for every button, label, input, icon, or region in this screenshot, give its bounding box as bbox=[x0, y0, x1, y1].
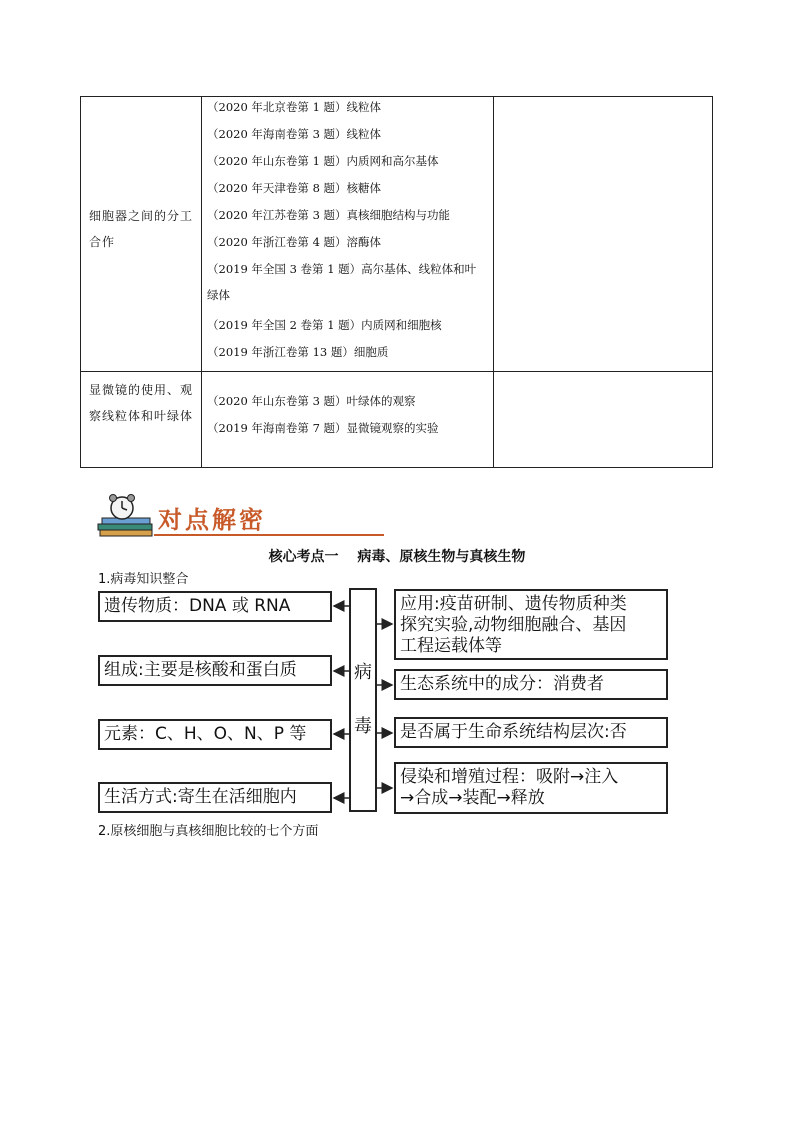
left-node-composition bbox=[98, 655, 332, 686]
table-item: （2020 年海南卷第 3 题）线粒体 bbox=[207, 127, 382, 141]
node-text: 遗传物质：DNA 或 RNA bbox=[104, 596, 291, 616]
table-row-topic: 细胞器之间的分工合作 bbox=[89, 209, 194, 249]
table-item: （2019 年海南卷第 7 题）显微镜观察的实验 bbox=[207, 421, 439, 435]
left-node-lifestyle bbox=[98, 782, 332, 813]
node-text: 是否属于生命系统结构层次:否 bbox=[400, 722, 627, 742]
node-text: 生态系统中的成分：消费者 bbox=[400, 674, 604, 694]
left-node-genetic-material bbox=[98, 591, 332, 622]
right-node-ecosystem-role bbox=[394, 669, 668, 700]
center-label-char: 病 bbox=[354, 662, 372, 683]
table-item: （2020 年江苏卷第 3 题）真核细胞结构与功能 bbox=[207, 208, 451, 222]
node-text: 元素：C、H、O、N、P 等 bbox=[104, 724, 307, 744]
table-item: （2019 年浙江卷第 13 题）细胞质 bbox=[207, 345, 389, 359]
center-label-char: 毒 bbox=[354, 716, 372, 737]
node-text: 探究实验,动物细胞融合、基因 bbox=[400, 615, 627, 635]
right-node-applications bbox=[394, 589, 668, 660]
virus-center-box bbox=[349, 588, 377, 812]
node-text: 应用:疫苗研制、遗传物质种类 bbox=[400, 594, 627, 614]
table-item: （2019 年全国 3 卷第 1 题）高尔基体、线粒体和叶绿体 bbox=[207, 262, 477, 302]
banner-title: 对点解密 bbox=[158, 506, 266, 534]
section-label: 1.病毒知识整合 bbox=[98, 572, 189, 587]
node-text: →合成→装配→释放 bbox=[400, 788, 545, 808]
table-item: （2019 年全国 2 卷第 1 题）内质网和细胞核 bbox=[207, 318, 442, 332]
table-item: （2020 年山东卷第 3 题）叶绿体的观察 bbox=[207, 394, 416, 408]
table-item: （2020 年浙江卷第 4 题）溶酶体 bbox=[207, 235, 382, 249]
table-item: （2020 年山东卷第 1 题）内质网和高尔基体 bbox=[207, 154, 439, 168]
right-node-life-system-level bbox=[394, 717, 668, 748]
node-text: 工程运载体等 bbox=[400, 636, 502, 656]
table-item: （2020 年天津卷第 8 题）核糖体 bbox=[207, 181, 382, 195]
left-node-elements bbox=[98, 719, 332, 750]
node-text: 组成:主要是核酸和蛋白质 bbox=[104, 660, 297, 680]
right-node-infection-process bbox=[394, 762, 668, 814]
table-row-topic: 显微镜的使用、观察线粒体和叶绿体 bbox=[89, 383, 194, 423]
node-text: 侵染和增殖过程：吸附→注入 bbox=[400, 767, 619, 787]
section-label: 2.原核细胞与真核细胞比较的七个方面 bbox=[98, 824, 319, 839]
table-item: （2020 年北京卷第 1 题）线粒体 bbox=[207, 100, 382, 114]
node-text: 生活方式:寄生在活细胞内 bbox=[104, 787, 297, 807]
page-heading: 核心考点一 病毒、原核生物与真核生物 bbox=[268, 549, 526, 565]
